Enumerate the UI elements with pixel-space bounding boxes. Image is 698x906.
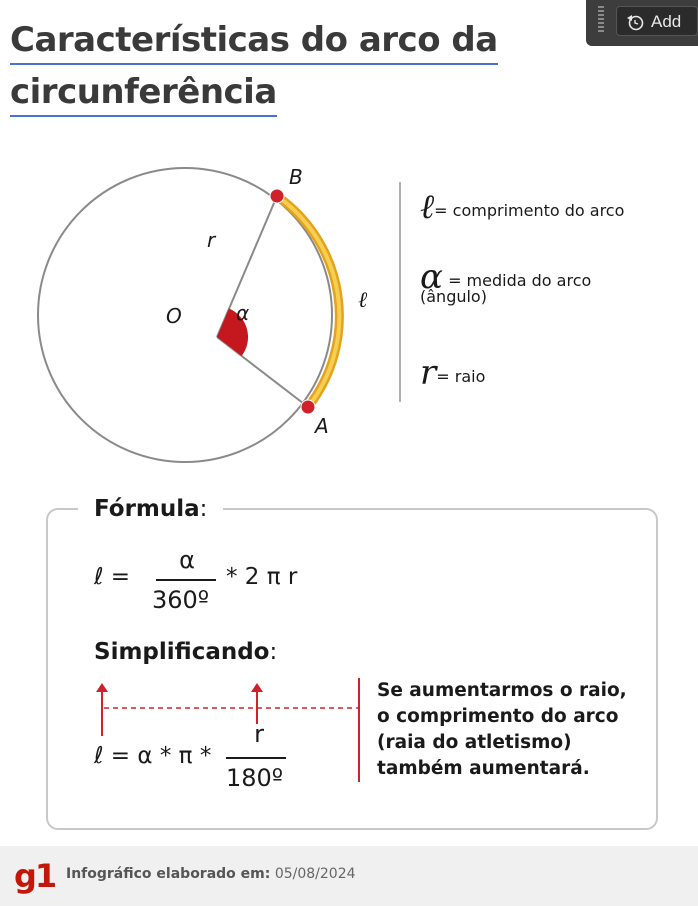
add-toolbar [586,0,698,46]
legend-item-arc-length [420,187,625,227]
arc-label: ℓ [358,288,368,313]
legend-text-2: (ângulo) [420,287,487,306]
formula-denominator: 360º [152,586,210,614]
legend-text: = raio [436,367,486,386]
increase-arrows [90,680,360,740]
radius-label: r [207,228,216,252]
simplified-heading [94,635,277,669]
angle-label: α [236,301,250,325]
legend-symbol: ℓ [420,187,435,227]
formula-fraction-bar [156,579,216,581]
footer-credit [66,864,356,884]
circle-outline [38,168,332,462]
formula-heading-text: Fórmula [94,496,200,522]
note-text [377,678,647,782]
point-a-marker [301,400,315,414]
center-label: O [166,304,182,328]
simplified-heading-text: Simplificando [94,639,270,665]
legend-symbol: α [420,257,443,297]
simplified-fraction-bar [226,757,286,759]
formula-rest: * 2 π r [226,564,298,590]
drag-handle[interactable] [598,6,604,34]
add-button-label: Add [651,12,682,31]
note-line-3: (raia do atletismo) [377,732,572,753]
formula-heading-colon: : [199,496,208,522]
arrow-up-icon [96,683,108,692]
formula-lhs: ℓ = [94,564,131,590]
undo-icon [625,12,645,32]
footer [0,846,698,906]
simplified-numerator: r [254,720,264,748]
note-line-2: o comprimento do arco [377,706,619,727]
legend-text: = comprimento do arco [434,201,625,220]
note-line-1: Se aumentarmos o raio, [377,680,627,701]
legend-divider [399,182,401,402]
legend-text: = medida do arco [448,271,592,290]
add-button[interactable] [616,6,698,36]
formula-heading [78,492,223,526]
note-line-4: também aumentará. [377,758,590,779]
g1-logo: g1 [14,857,56,895]
point-a-label: A [315,414,329,438]
page-title [10,14,498,118]
formula-numerator: α [179,546,195,574]
legend-symbol: r [420,353,437,393]
point-b-marker [270,189,284,203]
legend-item-angle [420,257,592,316]
credit-date: 05/08/2024 [274,866,356,882]
point-b-label: B [289,165,303,189]
credit-label: Infográfico elaborado em: [66,866,271,882]
arrow-up-icon [251,683,263,692]
title-line-1: Características do arco da [10,17,498,65]
arc-diagram [0,150,400,480]
simplified-expr: ℓ = α * π * [94,743,212,769]
simplified-denominator: 180º [226,764,284,792]
simplified-heading-colon: : [269,639,278,665]
title-line-2: circunferência [10,69,277,117]
legend-item-radius [420,353,486,393]
note-accent-bar [358,678,360,782]
